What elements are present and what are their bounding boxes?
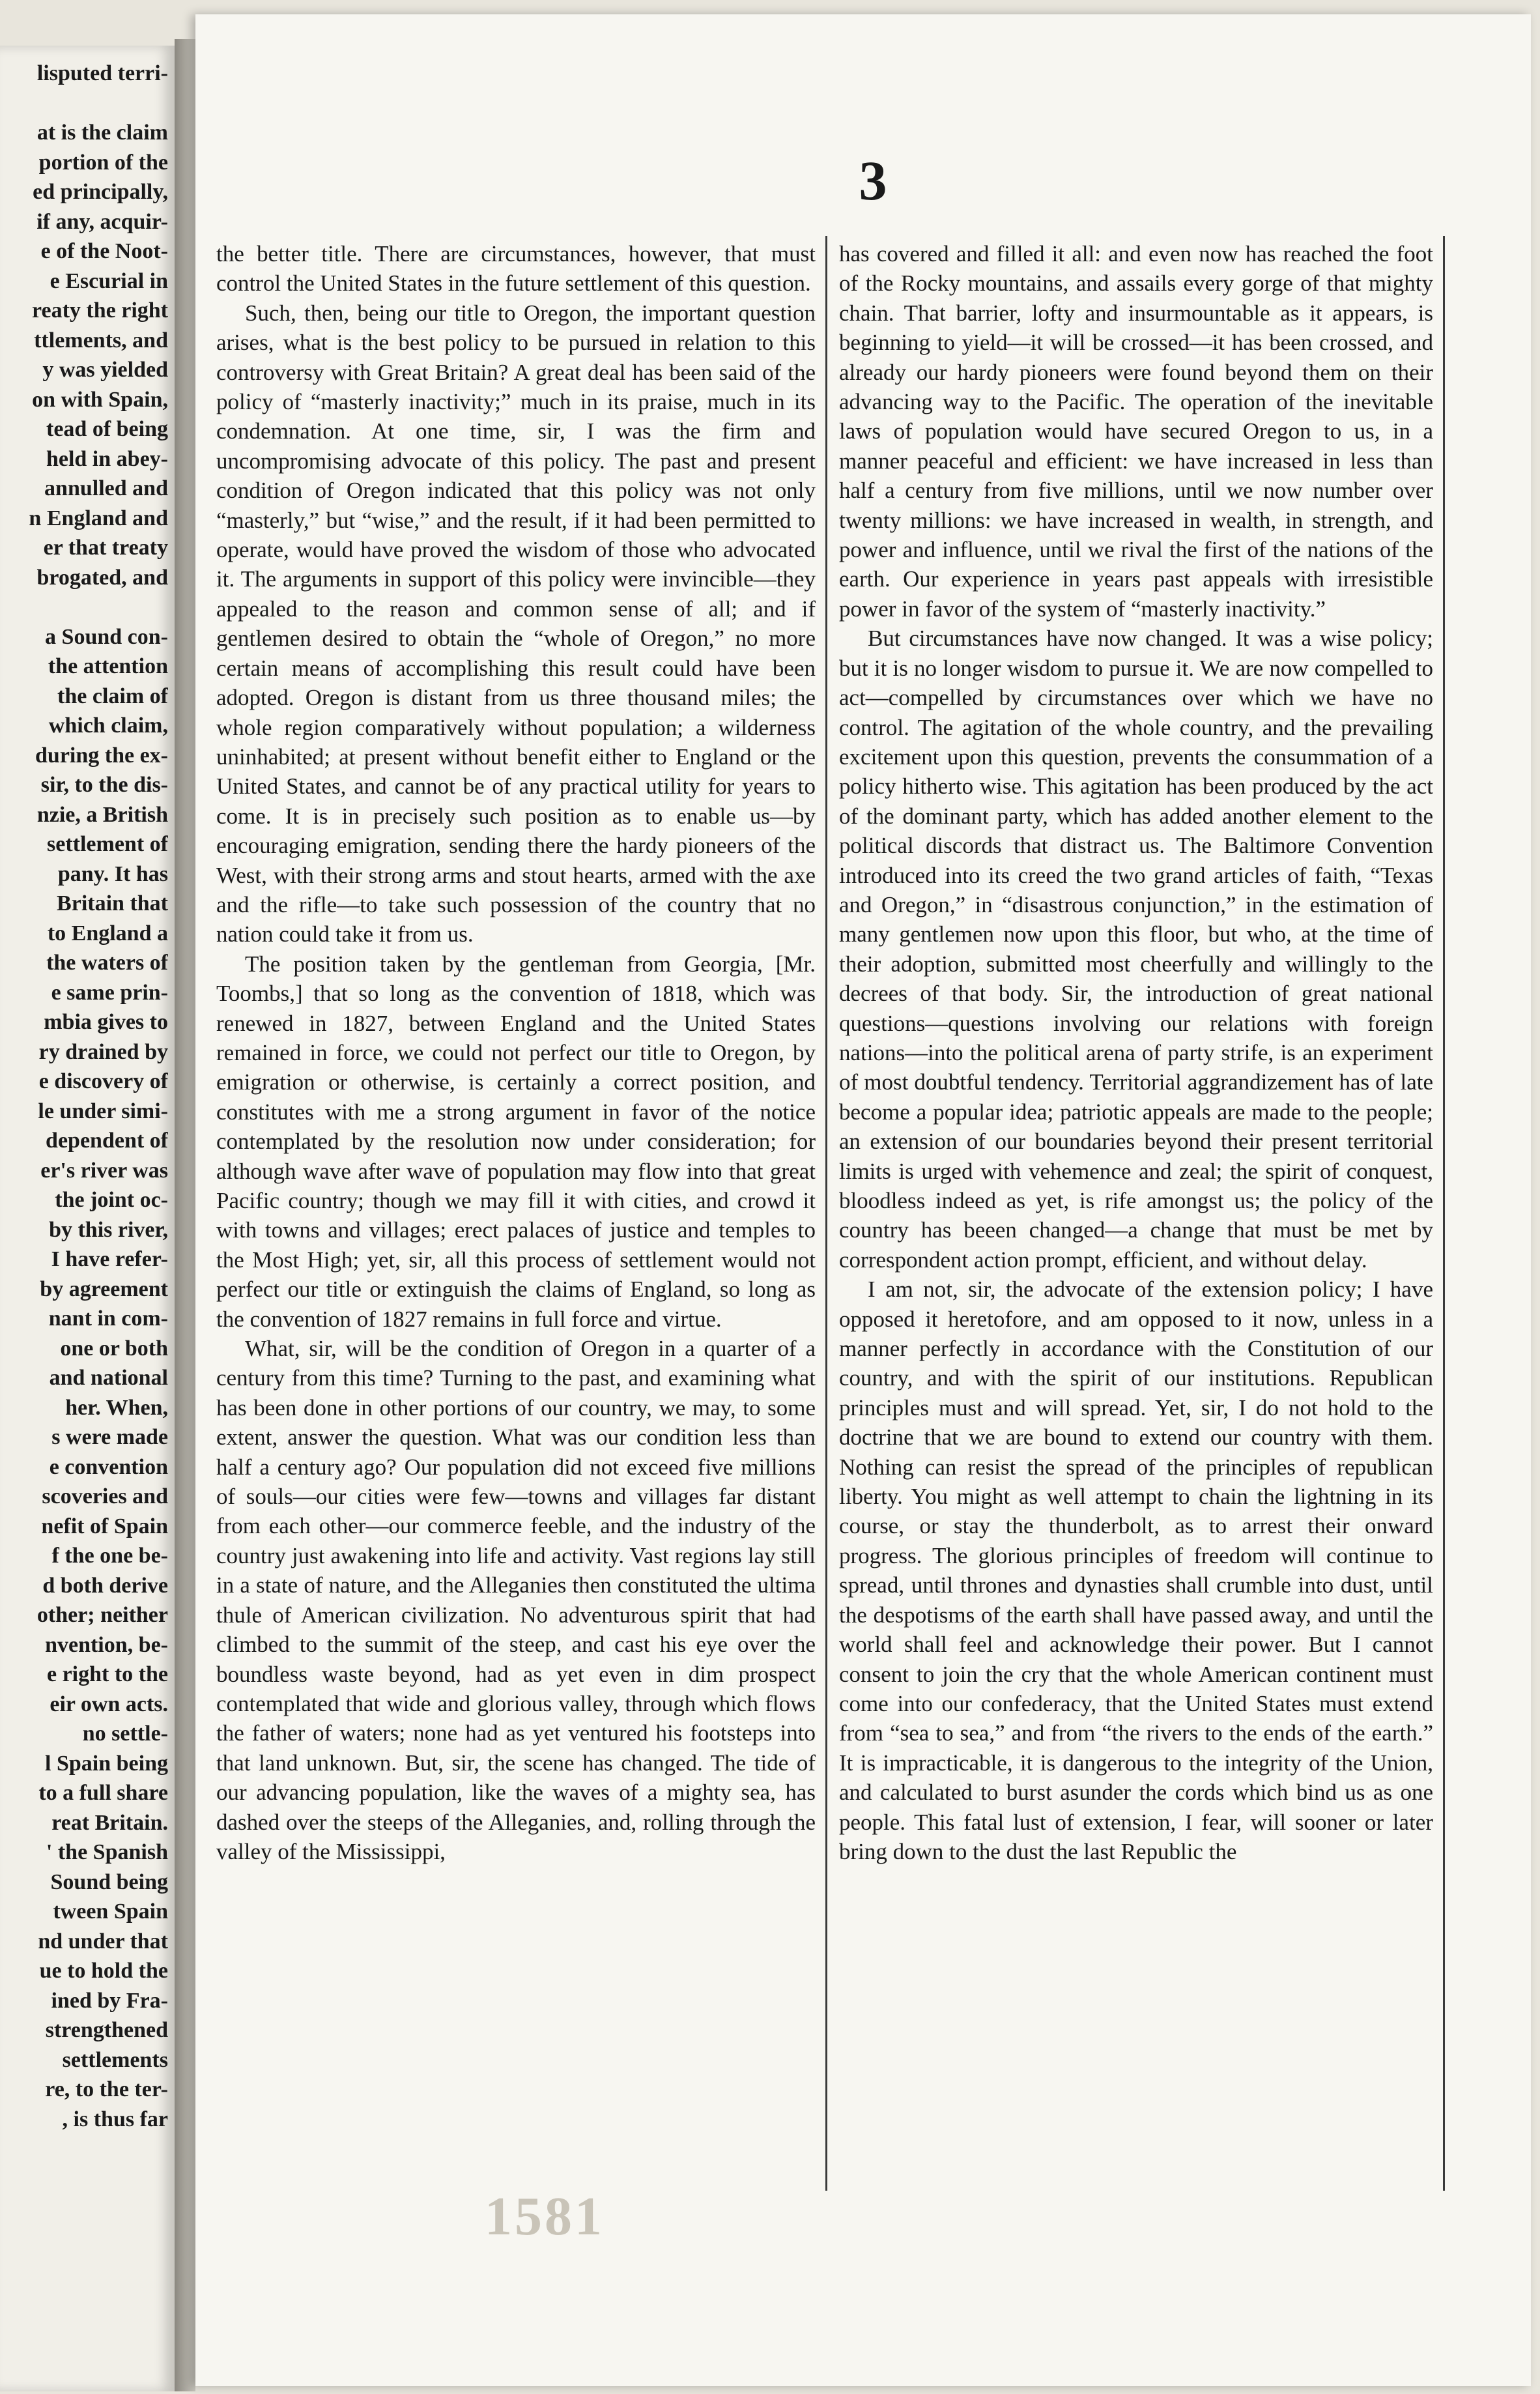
previous-page-line: which claim, <box>48 714 168 738</box>
previous-page-line: mbia gives to <box>44 1010 168 1034</box>
previous-page-line: annulled and <box>44 476 168 500</box>
previous-page-line: f the one be- <box>51 1544 168 1568</box>
paragraph: has covered and filled it all: and even now has reached the foot of the Rocky mountains, and assails every gorge of that mighty chain. That barrier, lofty and insurmountable as it appears, is beginning to yield—it will be crossed—it has been crossed, and already our hardy pioneers were found beyond them on their advancing way to the Pacific. The operation of the inevitable laws of population would have secured Oregon to us, in a manner peaceful and efficient: we have increased in less than half a century from five millions, until we now number over twenty millions: we have increased in wealth, in strength, and power and influence, until we rival the first of the nations of the earth. Our experience in years past appeals with irresistible power in favor of the system of “masterly inactivity.” <box>839 241 1433 622</box>
previous-page-line: during the ex- <box>35 743 168 768</box>
paragraph: What, sir, will be the condition of Oregon in a quarter of a century from this time? Turning to the past, and examining what has been done in other portions of our country, we may, to some extent, answer the question. What was our condition less than half a century ago? Our population did not exceed five millions of souls—our cities were few—towns and villages far distant from each other—our commerce feeble, and the industry of the country just awakening into life and activity. Vast regions lay still in a state of nature, and the Alleganies then constituted the ultima thule of American civilization. No adventurous spirit that had climbed to the summit of the steep, and cast his eye over the boundless waste beyond, had as yet even in dim prospect contemplated that wide and glorious valley, through which flows the father of waters; none had as yet ventured his footsteps into that land unknown. But, sir, the scene has changed. The tide of our advancing population, like the waves of a mighty sea, has dashed over the steeps of the Alleganies, and, rolling through the valley of the Mississippi, <box>216 1336 816 1864</box>
page-number: 3 <box>859 149 887 212</box>
document-page <box>195 14 1531 2386</box>
previous-page-line: to a full share <box>38 1781 168 1805</box>
previous-page-line: lisputed terri- <box>36 61 168 85</box>
previous-page-line: e of the Noot- <box>40 239 168 263</box>
previous-page-line: tween Spain <box>53 1899 168 1924</box>
previous-page-line: ' the Spanish <box>46 1840 168 1864</box>
previous-page-line: ined by Fra- <box>51 1988 168 2013</box>
previous-page-line: settlement of <box>47 832 168 856</box>
previous-page-line: held in abey- <box>46 446 168 471</box>
previous-page-line: nvention, be- <box>45 1632 168 1657</box>
previous-page-line: no settle- <box>82 1722 168 1746</box>
library-stamp: 1581 <box>485 2186 605 2247</box>
previous-page-line: other; neither <box>36 1603 168 1627</box>
previous-page-line: at is the claim <box>36 121 168 145</box>
previous-page-line: by agreement <box>40 1276 168 1301</box>
previous-page-line: ue to hold the <box>39 1959 168 1983</box>
previous-page-line: strengthened <box>45 2018 168 2042</box>
previous-page-line: tead of being <box>46 417 168 441</box>
previous-page-line: by this river, <box>49 1217 168 1242</box>
previous-page-line: brogated, and <box>36 565 168 590</box>
previous-page-line: scoveries and <box>42 1484 168 1508</box>
previous-page-line: er's river was <box>40 1158 168 1183</box>
text-column-left <box>216 239 816 2194</box>
column-divider-right <box>1443 236 1445 2191</box>
previous-page-line: the joint oc- <box>55 1188 168 1212</box>
text-column-right <box>839 239 1433 2194</box>
previous-page-line: le under simi- <box>38 1099 168 1123</box>
previous-page-line: one or both <box>60 1336 168 1361</box>
previous-page-line: l Spain being <box>45 1751 168 1776</box>
previous-page-line: sir, to the dis- <box>40 773 168 797</box>
previous-page-line: nd under that <box>38 1929 168 1954</box>
previous-page-line: portion of the <box>38 150 168 175</box>
paragraph: The position taken by the gentleman from Georgia, [Mr. Toombs,] that so long as the convention of 1818, which was renewed in 1827, between England and the United States remained in force, we could not perfect our title to Oregon, by emigration or otherwise, is certainly a correct position, and constitutes with me a strong argument in favor of the notice contemplated by the resolution now under consideration; for although wave after wave of population may flow into that great Pacific country; though we may fill it with cities, and crowd it with towns and villages; erect palaces of justice and temples to the Most High; yet, sir, all this process of settlement would not perfect our title or extinguish the claims of England, so long as the convention of 1827 remains in full force and virtue. <box>216 951 816 1332</box>
previous-page-line: if any, acquir- <box>36 209 168 234</box>
previous-page-fragment <box>0 46 175 2391</box>
previous-page-line: the waters of <box>46 951 168 975</box>
previous-page-line: dependent of <box>46 1129 168 1153</box>
previous-page-line: on with Spain, <box>32 387 168 412</box>
previous-page-line: a Sound con- <box>45 624 168 649</box>
previous-page-line: her. When, <box>65 1395 168 1420</box>
previous-page-line: , is thus far <box>62 2107 168 2131</box>
previous-page-line <box>5 89 168 119</box>
previous-page-line: re, to the ter- <box>45 2077 168 2101</box>
previous-page-line: ed principally, <box>33 180 168 204</box>
previous-page-line: s were made <box>51 1425 168 1449</box>
previous-page-line: to England a <box>47 921 168 945</box>
paragraph: I am not, sir, the advocate of the extension policy; I have opposed it heretofore, and am opposed to it now, unless in a manner perfectly in accordance with the Constitution of our country, and with the spirit of our institutions. Republican principles must and will spread. Yet, sir, I do not hold to the doctrine that we are bound to extend our country with them. Nothing can resist the spread of the principles of republican liberty. You might as well attempt to chain the lightning in its course, or stay the thunderbolt, as to arrest their onward progress. The glorious principles of freedom will continue to spread, until thrones and dynasties shall crumble into dust, until the despotisms of the earth shall have passed away, and until the world shall feel and acknowledge their power. But I cannot consent to join the cry that the whole American continent must come into our confederacy, that the United States must extend from “sea to sea,” and from “the rivers to the ends of the earth.” It is impracticable, it is dangerous to the integrity of the Union, and calculated to burst asunder the cords which bind us as one people. This fatal lust of extension, I fear, will sooner or later bring down to the dust the last Republic the <box>839 1276 1433 1864</box>
column-divider <box>825 236 827 2191</box>
previous-page-line: the attention <box>48 654 168 678</box>
paragraph: the better title. There are circumstances, however, that must control the United States in the future settlement of this question. <box>216 241 816 296</box>
previous-page-line: n England and <box>29 506 168 530</box>
book-gutter <box>175 39 195 2391</box>
previous-page-line: reat Britain. <box>51 1810 168 1835</box>
previous-page-line: eir own acts. <box>50 1692 168 1716</box>
previous-page-line: e discovery of <box>38 1069 168 1093</box>
previous-page-line: e convention <box>49 1454 168 1479</box>
previous-page-line: the claim of <box>57 684 168 708</box>
previous-page-line: nefit of Spain <box>41 1514 168 1538</box>
previous-page-line: e Escurial in <box>50 268 168 293</box>
previous-page-line: d both derive <box>42 1573 168 1598</box>
previous-page-line: ry drained by <box>38 1039 168 1064</box>
previous-page-line: settlements <box>62 2047 168 2072</box>
previous-page-line: nant in com- <box>48 1306 168 1331</box>
previous-page-line <box>5 592 168 622</box>
previous-page-line: e same prin- <box>51 980 168 1005</box>
previous-page-line: reaty the right <box>32 298 168 323</box>
previous-page-line: nzie, a British <box>36 802 168 827</box>
previous-page-line: y was yielded <box>42 358 168 382</box>
previous-page-line: e right to the <box>46 1662 168 1686</box>
previous-page-line: Britain that <box>57 891 168 916</box>
paragraph: But circumstances have now changed. It was a wise policy; but it is no longer wisdom to pursue it. We are now compelled to act—compelled by circumstances over which we have no control. The agitation of the whole country, and the prevailing excitement upon this question, prevents the consummation of a policy hitherto wise. This agitation has been produced by the act of the dominant party, which has added another element to the political discords that distract us. The Baltimore Convention introduced into its creed the two grand articles of faith, “Texas and Oregon,” in “disastrous conjunction,” in the estimation of many gentlemen now upon this floor, but who, at the time of their adoption, submitted most cheerfully and willingly to the decrees of that body. Sir, the introduction of great national questions—questions involving our relations with foreign nations—into the political arena of party strife, is an experiment of most doubtful tendency. Territorial aggrandizement has of late become a popular idea; patriotic appeals are made to the people; an extension of our boundaries beyond their present territorial limits is urged with vehemence and zeal; the spirit of conquest, bloodless indeed as yet, is rife amongst us; the policy of the country has beeen changed—a change that must be met by correspondent action prompt, efficient, and without delay. <box>839 626 1433 1273</box>
previous-page-line: and national <box>49 1366 168 1390</box>
previous-page-line: Sound being <box>50 1869 168 1894</box>
previous-page-line: I have refer- <box>51 1247 168 1271</box>
previous-page-line: ttlements, and <box>34 328 168 353</box>
paragraph: Such, then, being our title to Oregon, the important question arises, what is the best policy to be pursued in relation to this controversy with Great Britain? A great deal has been said of the policy of “masterly inactivity;” much in its praise, much in its condemnation. At one time, sir, I was the firm and uncompromising advocate of this policy. The past and present condition of Oregon indicated that this policy was not only “masterly,” but “wise,” and the result, if it had been permitted to operate, would have proved the wisdom of those who advocated it. The arguments in support of this policy were invincible—they appealed to the reason and common sense of all; and if gentlemen desired to obtain the “whole of Oregon,” no more certain means of accomplishing this result could have been adopted. Oregon is distant from us three thousand miles; the whole region comparatively without population; a wilderness uninhabited; at present without benefit either to England or the United States, and cannot be of any practical utility for years to come. It is in precisely such position as to enable us—by encouraging emigration, sending there the hardy pioneers of the West, with their strong arms and stout hearts, armed with the axe and the rifle—to take such possession of the country that no nation could take it from us. <box>216 300 816 947</box>
previous-page-line: er that treaty <box>43 536 168 560</box>
previous-page-line: pany. It has <box>57 861 168 886</box>
